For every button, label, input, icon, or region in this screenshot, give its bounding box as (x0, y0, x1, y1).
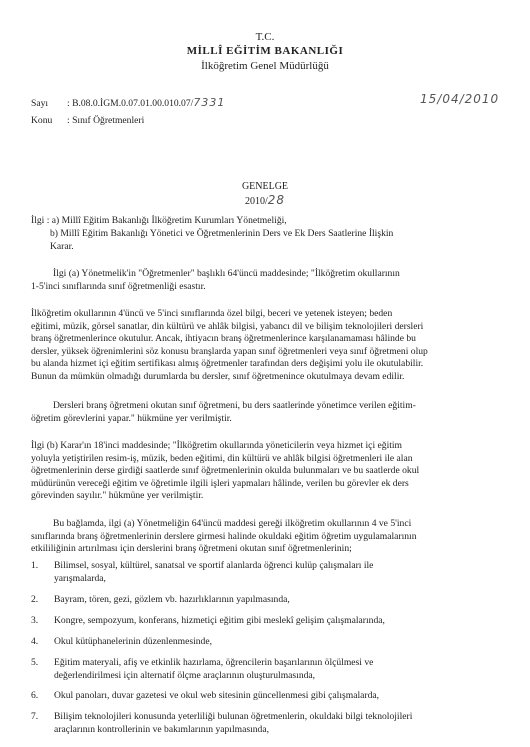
sayi-row (31, 96, 225, 109)
list-item-text: değerlendirilmesi için alternatif ölçme araçlarının oluşturulmasında, (54, 669, 316, 681)
list-item-text: Bilişim teknolojileri konusunda yeterliliği bulunan öğretmenlerin, okuldaki bilgi teknolojileri (54, 711, 413, 722)
paragraph-3 (31, 400, 501, 425)
paragraph-line: eğitimi, müzik, görsel sanatlar, din kültürü ve ahlâk bilgisi, yabancı dil ve bilişim teknolojileri dersleri (31, 320, 424, 332)
konu-label: Konu (31, 115, 53, 126)
paragraph-line: 1-5'inci sınıflarında sınıf öğretmenliği esastır. (31, 280, 206, 292)
konu-value: : Sınıf Öğretmenleri (67, 115, 145, 126)
paragraph-line: İlgi (a) Yönetmelik'in "Öğretmenler" başlıklı 64'üncü maddesinde; "İlköğretim okullarının (53, 268, 400, 279)
reference-b-line1: b) Millî Eğitim Bakanlığı Yönetici ve Öğretmenlerinin Ders ve Ek Ders Saatlerine İlişkin (50, 228, 394, 239)
list-item-number: 7. (31, 711, 39, 722)
paragraph-line: İlköğretim okullarının 4'üncü ve 5'inci sınıflarında özel bilgi, beceri ve yetenek isteyen; beden (31, 308, 393, 319)
duties-list (31, 560, 501, 735)
paragraph-line: Bunun da mümkün olmadığı durumlarda bu dersler, sınıf öğretmenince okutulmaya devam edilir. (31, 370, 405, 382)
paragraph-5 (31, 518, 501, 556)
list-item-text: yarışmalarda, (54, 572, 106, 584)
paragraph-line: İlgi (b) Karar'ın 18'inci maddesinde; "İlköğretim okullarında yöneticilerin veya hizmet içi eğitim (31, 440, 403, 451)
paragraph-line: dersler, yüksek öğrenimlerini söz konusu branşlarda yapan sınıf öğretmenleri veya sınıf öğretmeni olup (31, 345, 428, 357)
list-item-number: 2. (31, 594, 39, 605)
paragraph-line: Dersleri branş öğretmeni okutan sınıf öğretmeni, bu ders saatlerinde yönetimce verilen eğitim- (53, 400, 416, 411)
header-tc: T.C. (255, 31, 275, 43)
paragraph-line: öğretmenlerinin derse girdiği saatlerde sınıf öğretmenlerinin okulda bulunmaları ve bu saatlerde okul (31, 465, 420, 477)
paragraph-line: Bu bağlamda, ilgi (a) Yönetmeliğin 64'üncü maddesi gereği ilköğretim okullarının 4 ve 5'inci (53, 518, 412, 529)
konu-row (31, 115, 144, 126)
list-item-text: Kongre, sempozyum, konferans, hizmetiçi eğitim gibi meslekî gelişim çalışmalarında, (54, 615, 385, 626)
paragraph-1 (31, 268, 501, 293)
list-item-text: Bilimsel, sosyal, kültürel, sanatsal ve sportif alanlarda öğrenci kulüp çalışmaları ile (54, 560, 374, 571)
paragraph-line: öğretim görevlerini yapar." hükmüne yer verilmiştir. (31, 412, 232, 424)
circular-number-handwritten: 28 (267, 193, 286, 207)
paragraph-line: müdürünün vereceği eğitim ve öğretimle ilgili işleri yapmaları hâlinde, verilen bu görevler ek ders (31, 477, 409, 489)
paragraph-line: yoluyla yetiştirilen resim-iş, müzik, beden eğitimi, din kültürü ve ahlâk bilgisi öğretmenleri ile alan (31, 452, 413, 464)
list-item-number: 5. (31, 657, 39, 668)
paragraph-2 (31, 308, 501, 384)
list-item-number: 4. (31, 636, 39, 647)
header-directorate: İlköğretim Genel Müdürlüğü (201, 60, 329, 72)
paragraph-line: görevinden sayılır." hükmüne yer verilmiştir. (31, 490, 204, 502)
list-item-text: Eğitim materyali, afiş ve etkinlik hazırlama, öğrencilerin başarılarının ölçülmesi ve (54, 657, 374, 668)
reference-b-line2: Karar. (50, 241, 74, 252)
list-item-text: Okul panoları, duvar gazetesi ve okul web sitesinin güncellenmesi gibi çalışmalarda, (54, 690, 380, 701)
paragraph-4 (31, 440, 501, 503)
circular-number (0, 193, 530, 207)
paragraph-line: branş öğretmenlerince okutulur. Ancak, ihtiyacın branş öğretmenlerince karşılanamaması hâlinde bu (31, 333, 416, 345)
list-item-number: 1. (31, 560, 39, 571)
list-item-number: 6. (31, 690, 39, 701)
list-item-text: araçlarının kontrollerinin ve bakımlarının yapılmasında, (54, 723, 269, 735)
paragraph-line: bu alanda hizmet içi eğitim sertifikası almış öğretmenler tarafından ders değişimi yolu ile okutulabilir. (31, 358, 424, 370)
sayi-handwritten-number: 7331 (193, 96, 226, 109)
circular-title: GENELGE (241, 181, 289, 192)
list-item-text: Bayram, tören, gezi, gözlem vb. hazırlıklarının yapılmasında, (54, 594, 290, 605)
list-item-text: Okul kütüphanelerinin düzenlenmesinde, (54, 636, 212, 647)
paragraph-line: sınıflarında branş öğretmenlerinin derslere girmesi halinde okuldaki eğitim öğretim uygulamalarının (31, 530, 417, 542)
header-ministry: MİLLÎ EĞİTİM BAKANLIĞI (186, 45, 344, 57)
paragraph-line: etkililiğinin artırılması için derslerini branş öğretmeni okutan sınıf öğretmenlerinin; (31, 543, 352, 555)
list-item-number: 3. (31, 615, 39, 626)
circular-number-prefix: 2010/ (244, 196, 268, 207)
sayi-label: Sayı (31, 98, 49, 109)
sayi-value: : B.08.0.İGM.0.07.01.00.010.07/ (67, 98, 194, 109)
reference-a: İlgi : a) Millî Eğitim Bakanlığı İlköğretim Kurumları Yönetmeliği, (31, 215, 287, 226)
handwritten-date: 15/04/2010 (420, 92, 500, 106)
